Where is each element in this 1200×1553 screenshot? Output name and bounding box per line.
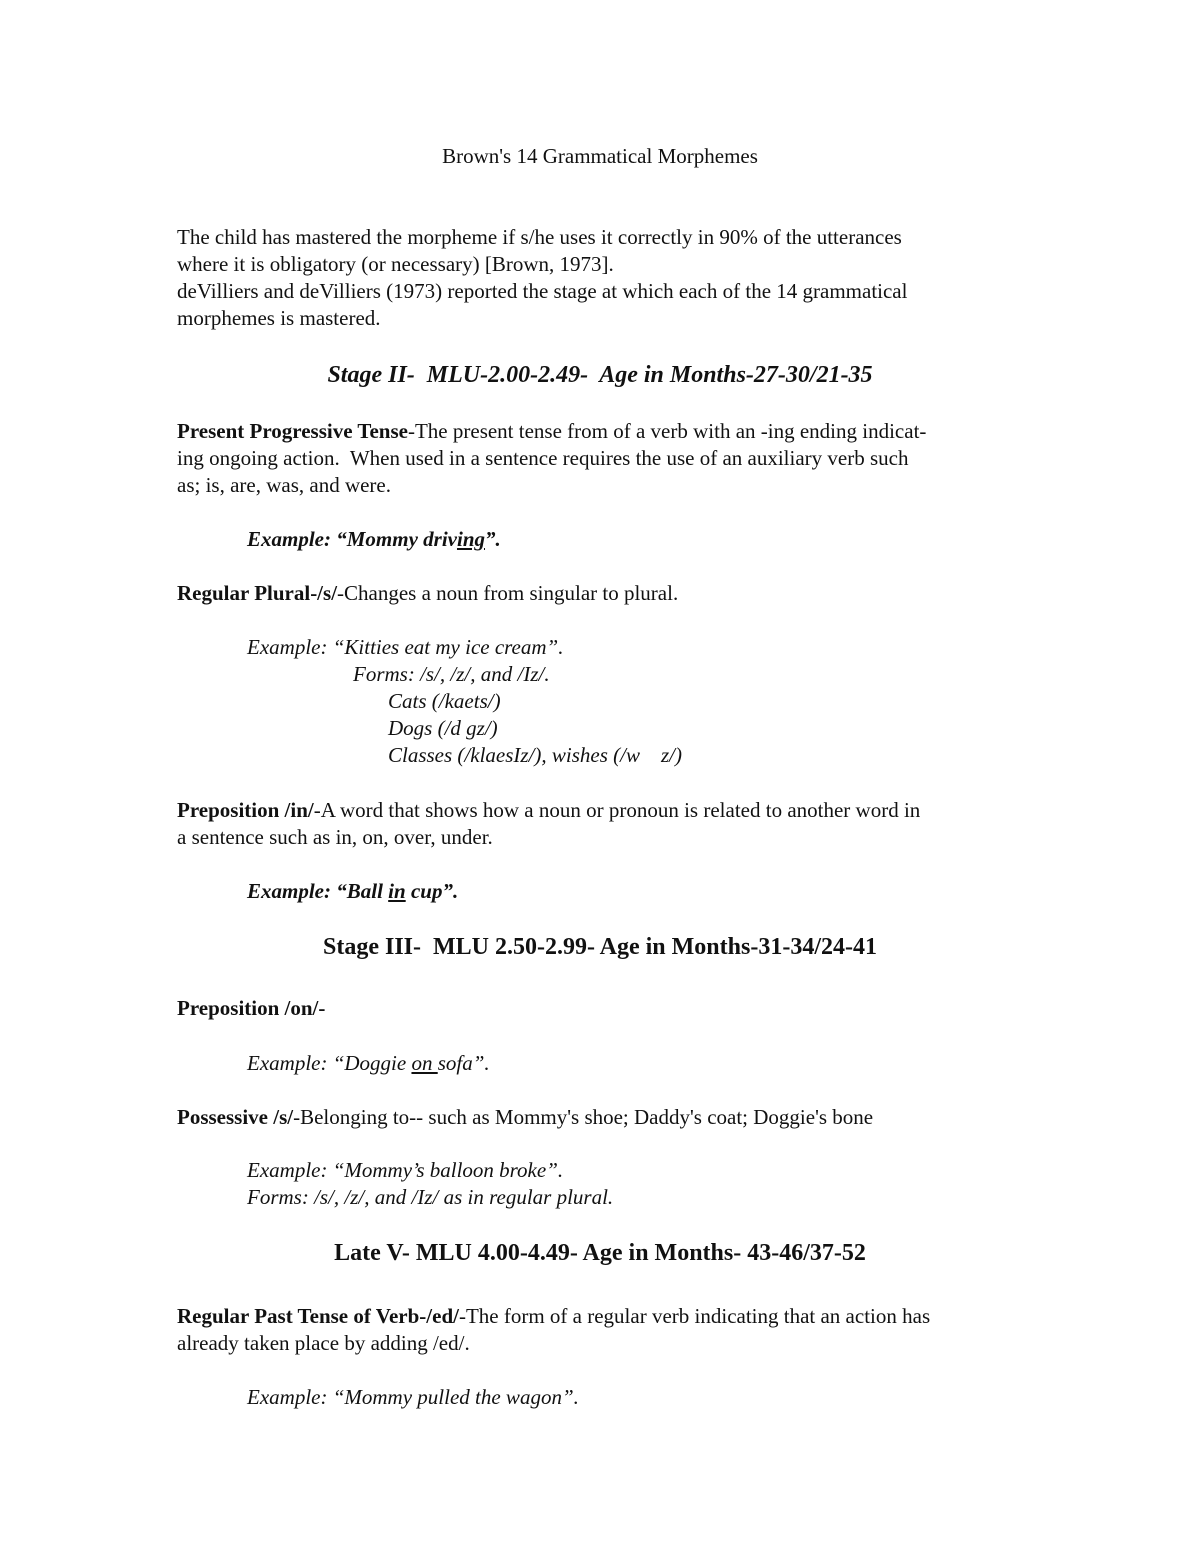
present-progressive-line-1 <box>177 418 926 445</box>
intro-line-3: deVilliers and deVilliers (1973) reported the stage at which each of the 14 grammatical <box>177 279 908 303</box>
past-tense-line-1 <box>177 1303 930 1330</box>
document-title: Brown's 14 Grammatical Morphemes <box>442 144 758 168</box>
preposition-in-def-1: -A word that shows how a noun or pronoun is related to another word in <box>313 798 921 822</box>
possessive-forms: Forms: /s/, /z/, and /Iz/ as in regular plural. <box>247 1185 614 1209</box>
possessive-line <box>177 1104 873 1131</box>
regular-plural-term: Regular Plural-/s/ <box>177 581 338 605</box>
regular-plural-forms: Forms: /s/, /z/, and /Iz/. <box>353 662 550 686</box>
intro-line-1: The child has mastered the morpheme if s/he uses it correctly in 90% of the utterances <box>177 225 902 249</box>
regular-plural-classes: Classes (/klaesIz/), wishes (/w z/) <box>388 743 682 767</box>
past-tense-example: Example: “Mommy pulled the wagon”. <box>247 1385 579 1409</box>
regular-plural-dogs: Dogs (/d gz/) <box>388 716 498 740</box>
stage-3-heading: Stage III- MLU 2.50-2.99- Age in Months-31-34/24-41 <box>323 934 877 960</box>
possessive-def: -Belonging to-- such as Mommy's shoe; Daddy's coat; Doggie's bone <box>293 1105 874 1129</box>
possessive-example: Example: “Mommy’s balloon broke”. <box>247 1158 564 1182</box>
past-tense-def-1: -The form of a regular verb indicating that an action has <box>458 1304 931 1328</box>
present-progressive-example: Example: “Mommy driving”. <box>247 527 501 551</box>
preposition-on-term: Preposition /on/- <box>177 996 326 1020</box>
present-progressive-def-1: -The present tense from of a verb with an -ing ending indicat- <box>407 419 927 443</box>
regular-plural-def: -Changes a noun from singular to plural. <box>337 581 679 605</box>
intro-line-4: morphemes is mastered. <box>177 306 381 330</box>
late-5-heading: Late V- MLU 4.00-4.49- Age in Months- 43-46/37-52 <box>334 1240 866 1266</box>
possessive-term: Possessive /s/ <box>177 1105 294 1129</box>
past-tense-def-2: already taken place by adding /ed/. <box>177 1331 470 1355</box>
preposition-in-term: Preposition /in/ <box>177 798 314 822</box>
preposition-in-def-2: a sentence such as in, on, over, under. <box>177 825 493 849</box>
preposition-in-line-1 <box>177 797 920 824</box>
present-progressive-def-2: ing ongoing action. When used in a sentence requires the use of an auxiliary verb such <box>177 446 909 470</box>
regular-plural-line <box>177 580 678 607</box>
present-progressive-def-3: as; is, are, was, and were. <box>177 473 391 497</box>
preposition-on-example: Example: “Doggie on sofa”. <box>247 1051 490 1075</box>
regular-plural-cats: Cats (/kaets/) <box>388 689 501 713</box>
preposition-in-example: Example: “Ball in cup”. <box>247 879 459 903</box>
intro-line-2: where it is obligatory (or necessary) [Brown, 1973]. <box>177 252 614 276</box>
regular-plural-example: Example: “Kitties eat my ice cream”. <box>247 635 564 659</box>
past-tense-term: Regular Past Tense of Verb-/ed/ <box>177 1304 459 1328</box>
present-progressive-term: Present Progressive Tense <box>177 419 408 443</box>
stage-2-heading: Stage II- MLU-2.00-2.49- Age in Months-27-30/21-35 <box>327 362 873 388</box>
